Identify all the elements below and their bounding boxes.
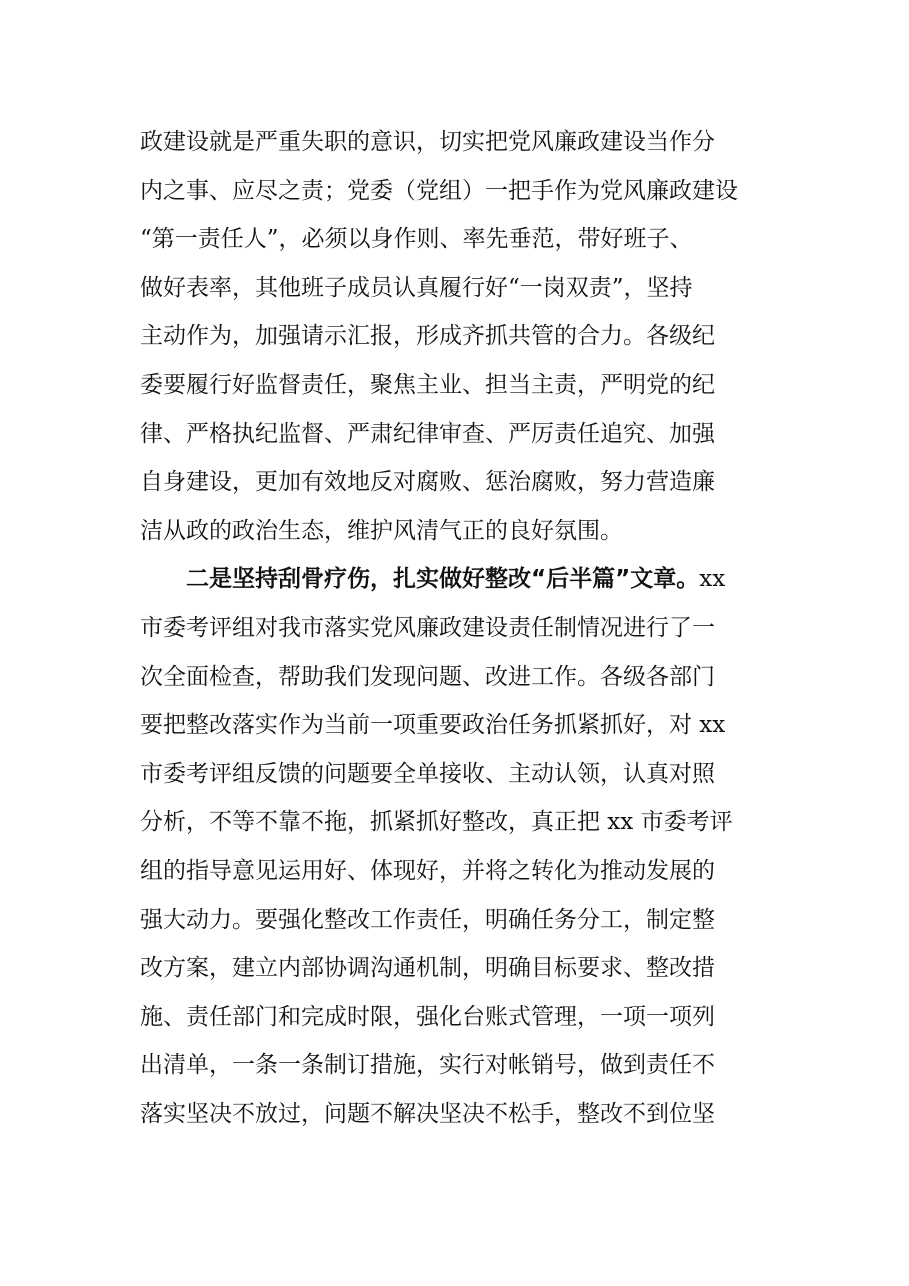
section-heading: 二是坚持刮骨疗伤，扎实做好整改“后半篇”文章。 (186, 566, 700, 593)
heading-tail-text: xx (699, 566, 726, 593)
paragraph-2-first-line (140, 555, 780, 604)
paragraph-2-line: 落实坚决不放过，问题不解决坚决不松手，整改不到位坚 (140, 1100, 715, 1127)
paragraph-1-line: “第一责任人”，必须以身作则、率先垂范，带好班子、 (140, 226, 693, 253)
paragraph-1-line: 主动作为，加强请示汇报，形成齐抓共管的合力。各级纪 (140, 323, 715, 350)
paragraph-2-line: 组的指导意见运用好、体现好，并将之转化为推动发展的 (140, 857, 715, 884)
document-body (140, 118, 780, 1138)
paragraph-1-line: 委要履行好监督责任，聚焦主业、担当主责，严明党的纪 (140, 371, 715, 398)
paragraph-2-line: 改方案，建立内部协调沟通机制，明确目标要求、整改措 (140, 955, 715, 982)
paragraph-1-line: 做好表率，其他班子成员认真履行好“一岗双责”，坚持 (140, 274, 693, 301)
paragraph-2-line: 次全面检查，帮助我们发现问题、改进工作。各级各部门 (140, 663, 715, 690)
paragraph-1-line: 律、严格执纪监督、严肃纪律审查、严厉责任追究、加强 (140, 420, 715, 447)
paragraph-2-line: 分析，不等不靠不拖，抓紧抓好整改，真正把 xx 市委考评 (140, 809, 733, 836)
paragraph-2-line: 要把整改落实作为当前一项重要政治任务抓紧抓好，对 xx (140, 712, 726, 739)
paragraph-1-line: 自身建设，更加有效地反对腐败、惩治腐败，努力营造廉 (140, 469, 715, 496)
paragraph-1-line: 内之事、应尽之责；党委（党组）一把手作为党风廉政建设 (140, 177, 738, 204)
paragraph-2-line: 出清单，一条一条制订措施，实行对帐销号，做到责任不 (140, 1052, 715, 1079)
paragraph-2-line: 市委考评组对我市落实党风廉政建设责任制情况进行了一 (140, 614, 715, 641)
paragraph-1-line: 政建设就是严重失职的意识，切实把党风廉政建设当作分 (140, 129, 715, 155)
paragraph-2-line: 施、责任部门和完成时限，强化台账式管理，一项一项列 (140, 1003, 715, 1030)
paragraph-2-line: 强大动力。要强化整改工作责任，明确任务分工，制定整 (140, 906, 715, 933)
paragraph-2-line: 市委考评组反馈的问题要全单接收、主动认领，认真对照 (140, 760, 715, 787)
paragraph-1-line: 洁从政的政治生态，维护风清气正的良好氛围。 (140, 517, 623, 544)
